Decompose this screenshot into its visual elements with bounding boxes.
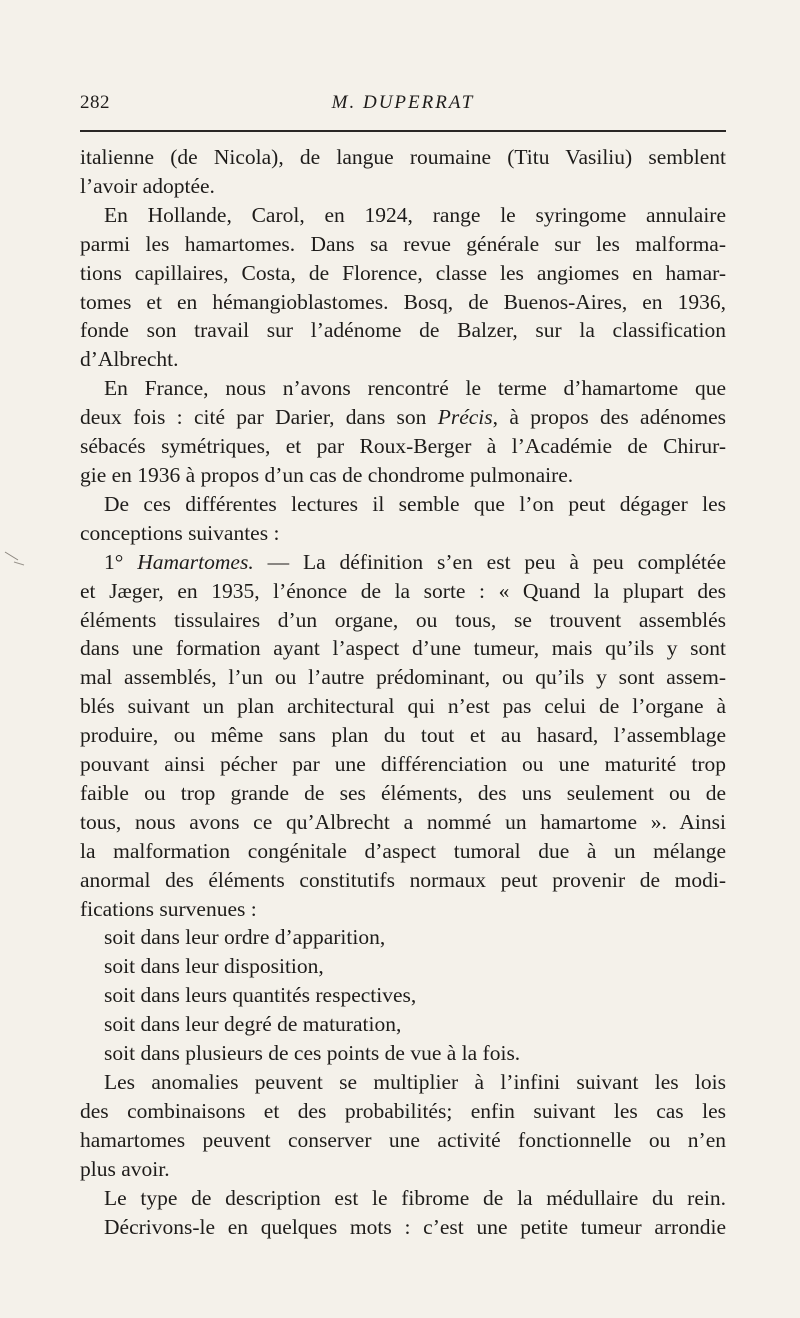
list-item: soit dans leur degré de maturation, — [104, 1012, 402, 1037]
text-line: l’avoir adoptée. — [80, 173, 215, 198]
header-rule — [80, 130, 726, 132]
italic-title-precis: Précis — [437, 405, 493, 430]
text-line: plus avoir. — [80, 1156, 170, 1181]
text-line: En Hollande, Carol, en 1924, range le syringome annulaire — [104, 202, 726, 227]
text-line: conceptions suivantes : — [80, 520, 280, 545]
text-line: blés suivant un plan architectural qui n’est pas celui de l’organe à — [80, 694, 726, 719]
text-line: italienne (de Nicola), de langue roumaine (Titu Vasiliu) semblent — [80, 145, 726, 169]
text-run: — La définition s’en est peu à peu complétée — [253, 549, 726, 574]
running-title-author: M. DUPERRAT — [331, 92, 475, 113]
text-line: la malformation congénitale d’aspect tumoral due à un mélange — [80, 838, 726, 863]
text-run: 1° — [104, 549, 138, 574]
text-run: , à propos des adénomes — [492, 405, 726, 430]
text-line: tomes et en hémangioblastomes. Bosq, de Buenos-Aires, en 1936, — [80, 289, 726, 314]
text-line: tous, nous avons ce qu’Albrecht a nommé un hamartome ». Ainsi — [80, 809, 726, 834]
text-line: Décrivons-le en quelques mots : c’est une petite tumeur arrondie — [104, 1214, 726, 1239]
italic-heading-hamartomes: Hamartomes. — [137, 549, 254, 574]
list-item: soit dans leurs quantités respectives, — [104, 983, 417, 1008]
margin-mark-icon — [4, 548, 26, 566]
text-line: et Jæger, en 1935, l’énonce de la sorte : « Quand la plupart des — [80, 578, 726, 603]
text-line: parmi les hamartomes. Dans sa revue générale sur les malforma- — [80, 231, 726, 256]
text-line: fications survenues : — [80, 896, 257, 921]
text-line: gie en 1936 à propos d’un cas de chondrome pulmonaire. — [80, 462, 574, 487]
text-line: faible ou trop grande de ses éléments, des uns seulement ou de — [80, 780, 726, 805]
text-line: Le type de description est le fibrome de la médullaire du rein. — [104, 1185, 726, 1210]
text-line: éléments tissulaires d’un organe, ou tous, se trouvent assemblés — [80, 607, 726, 632]
text-line: pouvant ainsi pécher par une différenciation ou une maturité trop — [80, 752, 726, 777]
list-item: soit dans plusieurs de ces points de vue à la fois. — [104, 1041, 521, 1066]
text-line: sébacés symétriques, et par Roux-Berger à l’Académie de Chirur- — [80, 434, 726, 459]
text-line: De ces différentes lectures il semble que l’on peut dégager les — [104, 491, 726, 516]
text-line: Les anomalies peuvent se multiplier à l’infini suivant les lois — [104, 1070, 726, 1094]
text-run: deux fois : cité par Darier, dans son — [80, 405, 438, 430]
text-line: dans une formation ayant l’aspect d’une tumeur, mais qu’ils y sont — [80, 636, 726, 661]
page-number: 282 — [80, 92, 110, 113]
text-line: des combinaisons et des probabilités; enfin suivant les cas les — [80, 1098, 726, 1123]
text-line: hamartomes peuvent conserver une activité fonctionnelle ou n’en — [80, 1127, 726, 1152]
text-line: anormal des éléments constitutifs normaux peut provenir de modi- — [80, 867, 726, 892]
text-line: produire, ou même sans plan du tout et au hasard, l’assemblage — [80, 723, 726, 748]
text-line — [80, 548, 726, 577]
running-head — [80, 92, 726, 122]
text-line: En France, nous n’avons rencontré le terme d’hamartome que — [104, 376, 726, 401]
text-line: fonde son travail sur l’adénome de Balzer, sur la classification — [80, 318, 726, 343]
text-line: d’Albrecht. — [80, 347, 179, 372]
text-line — [80, 403, 726, 432]
list-item: soit dans leur ordre d’apparition, — [104, 925, 386, 950]
list-item: soit dans leur disposition, — [104, 954, 324, 979]
text-line: tions capillaires, Costa, de Florence, classe les angiomes en hamar- — [80, 260, 726, 285]
body-text — [80, 143, 726, 1241]
text-line: mal assemblés, l’un ou l’autre prédominant, ou qu’ils y sont assem- — [80, 665, 726, 690]
